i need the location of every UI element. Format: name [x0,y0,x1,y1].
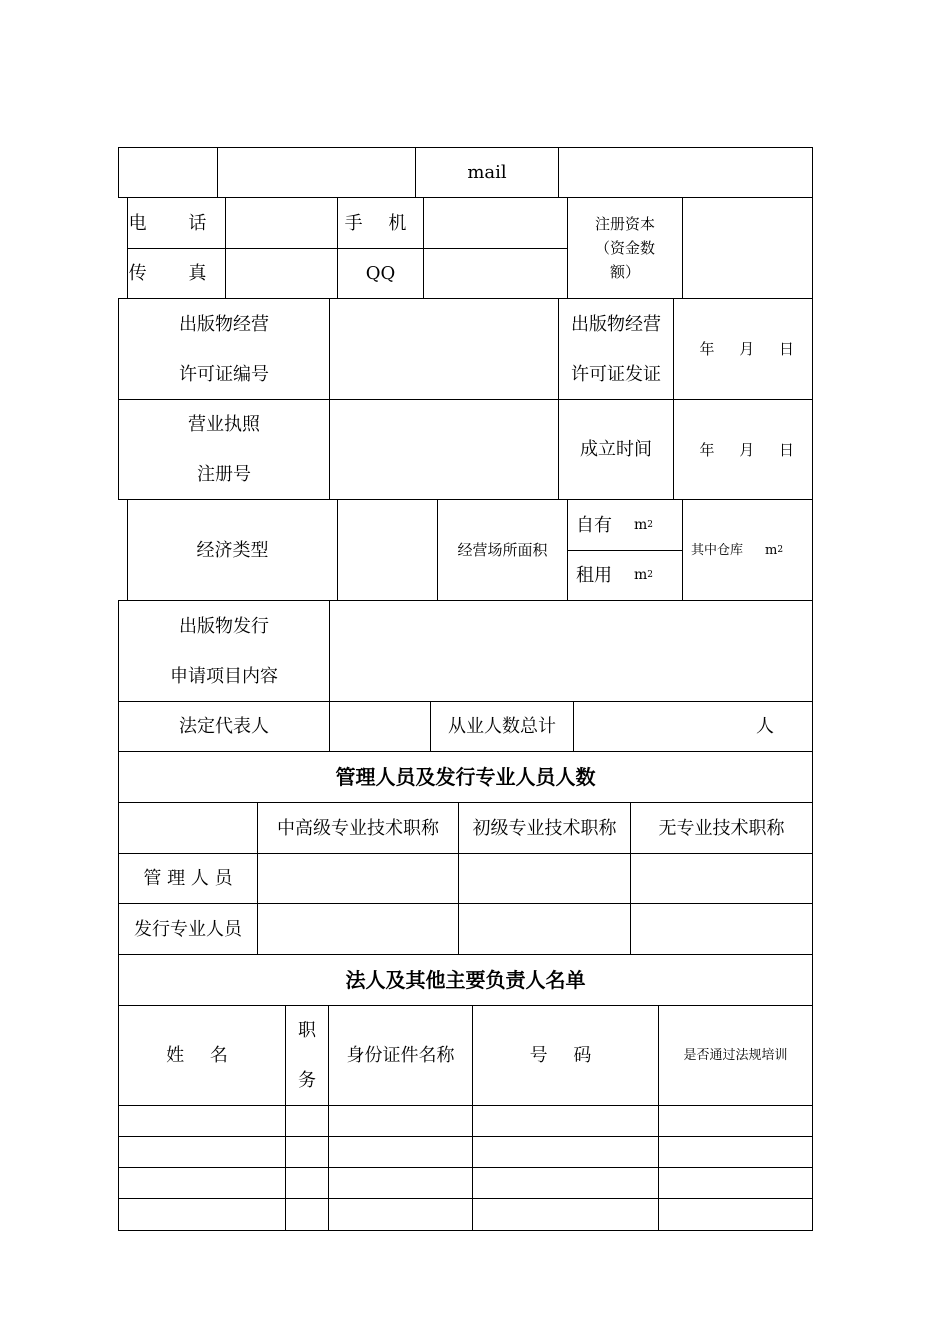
area-owned[interactable]: 自有 $m^2$ [567,499,683,551]
phone-label: 电 话 [127,197,226,249]
col-id-type: 身份证件名称 [328,1005,473,1106]
person-post-cell[interactable] [285,1198,329,1231]
person-id-number-cell[interactable] [472,1167,659,1199]
mobile-field[interactable] [423,197,568,249]
person-post-cell[interactable] [285,1136,329,1168]
staff-corner [118,802,258,854]
fax-label: 传 真 [127,248,226,299]
economic-type-label: 经济类型 [127,499,338,601]
distribution-none[interactable] [630,903,813,955]
distribution-senior[interactable] [257,903,459,955]
warehouse-area[interactable]: 其中仓库 $m^2$ [682,499,813,601]
staff-total-label: 从业人数总计 [430,701,574,752]
apply-content-label: 出版物发行 申请项目内容 [118,600,330,702]
mail-value[interactable] [558,147,813,198]
qq-label: QQ [337,248,424,299]
person-id-type-cell[interactable] [328,1105,473,1137]
person-post-cell[interactable] [285,1105,329,1137]
area-rented[interactable]: 租用 $m^2$ [567,550,683,601]
management-junior[interactable] [458,853,631,904]
legal-rep-field[interactable] [329,701,431,752]
person-training-cell[interactable] [658,1198,813,1231]
person-training-cell[interactable] [658,1105,813,1137]
person-id-type-cell[interactable] [328,1198,473,1231]
license-number-field[interactable] [329,298,559,400]
legal-rep-label: 法定代表人 [118,701,330,752]
person-id-number-cell[interactable] [472,1136,659,1168]
registered-capital-label: 注册资本 （资金数 额） [567,197,683,299]
row1-cell-1[interactable] [118,147,218,198]
license-issuer-label: 出版物经营 许可证发证 [558,298,674,400]
person-id-number-cell[interactable] [472,1105,659,1137]
founded-label: 成立时间 [558,399,674,500]
col-training: 是否通过法规培训 [658,1005,813,1106]
col-senior-title: 中高级专业技术职称 [257,802,459,854]
person-name-cell[interactable] [118,1167,286,1199]
distribution-junior[interactable] [458,903,631,955]
person-name-cell[interactable] [118,1136,286,1168]
management-none[interactable] [630,853,813,904]
row-distribution-label: 发行专业人员 [118,903,258,955]
person-name-cell[interactable] [118,1198,286,1231]
person-training-cell[interactable] [658,1136,813,1168]
col-name: 姓 名 [118,1005,286,1106]
col-id-number: 号 码 [472,1005,659,1106]
col-no-title: 无专业技术职称 [630,802,813,854]
fax-field[interactable] [225,248,338,299]
person-id-type-cell[interactable] [328,1136,473,1168]
area-label: 经营场所面积 [437,499,568,601]
phone-field[interactable] [225,197,338,249]
apply-content-field[interactable] [329,600,813,702]
staff-total-field[interactable]: 人 [573,701,813,752]
license-issue-date[interactable]: 年 月 日 [673,298,813,400]
business-license-label: 营业执照 注册号 [118,399,330,500]
col-post: 职 务 [285,1005,329,1106]
mail-label: mail [415,147,559,198]
license-number-label: 出版物经营 许可证编号 [118,298,330,400]
persons-section-title: 法人及其他主要负责人名单 [118,954,813,1006]
col-junior-title: 初级专业技术职称 [458,802,631,854]
person-post-cell[interactable] [285,1167,329,1199]
row-management-label: 管 理 人 员 [118,853,258,904]
mobile-label: 手 机 [337,197,424,249]
person-training-cell[interactable] [658,1167,813,1199]
staff-section-title: 管理人员及发行专业人员人数 [118,751,813,803]
management-senior[interactable] [257,853,459,904]
registered-capital-field[interactable] [682,197,813,299]
row1-cell-2[interactable] [217,147,416,198]
business-license-field[interactable] [329,399,559,500]
person-id-number-cell[interactable] [472,1198,659,1231]
economic-type-field[interactable] [337,499,438,601]
person-name-cell[interactable] [118,1105,286,1137]
founded-date[interactable]: 年 月 日 [673,399,813,500]
qq-field[interactable] [423,248,568,299]
person-id-type-cell[interactable] [328,1167,473,1199]
